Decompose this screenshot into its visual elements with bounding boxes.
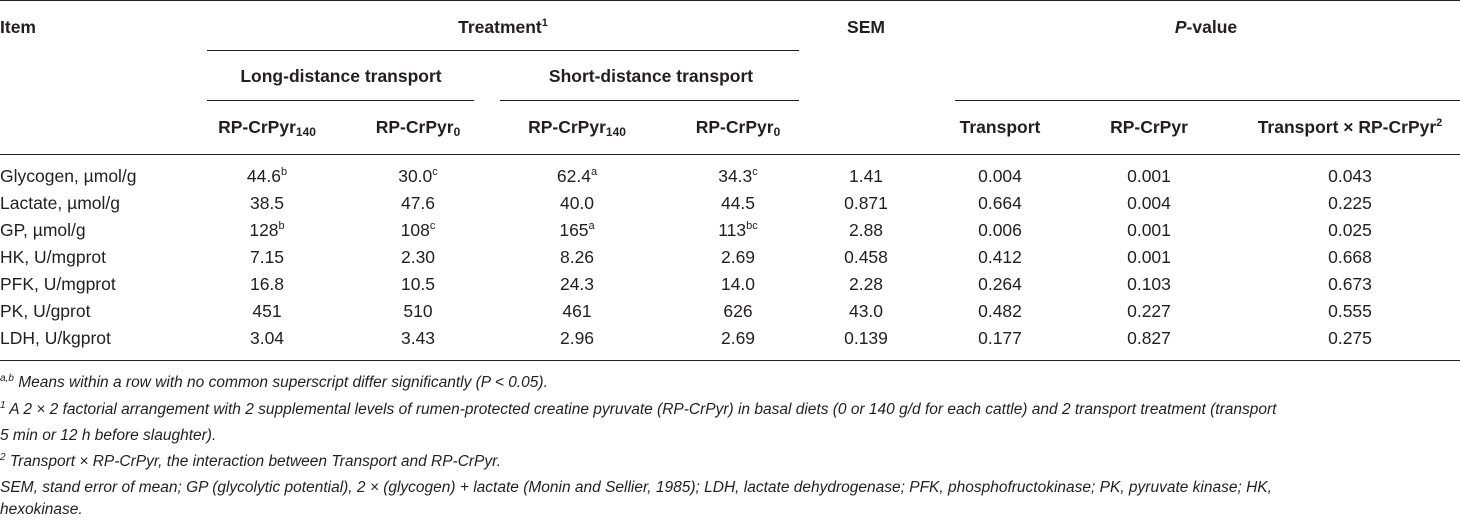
header-p-interaction: Transport × RP-CrPyr$^2$	[1257, 117, 1443, 137]
header-treatment: Treatment$^1$	[458, 17, 548, 37]
row-item-label: PK, U/gprot	[0, 301, 91, 321]
cell-ld140: 3.04	[249, 328, 285, 348]
row-item-label: LDH, U/kgprot	[0, 328, 111, 348]
bottom-rule	[0, 360, 1460, 361]
header-bottom-rule	[0, 154, 1460, 155]
cell-sd0: 34.3$^c$	[718, 166, 758, 186]
header-ld-rp0: RP-CrPyr$_0$	[375, 117, 461, 139]
abbreviations-line2: hexokinase.	[0, 501, 83, 518]
header-short-distance: Short-distance transport	[548, 66, 754, 86]
cell-p-transport: 0.177	[978, 328, 1022, 348]
cell-sd0: $113^{bc}$	[718, 220, 758, 240]
cell-ld0: 47.6	[400, 193, 436, 213]
cell-sem: 1.41	[848, 166, 884, 186]
cell-ld140: 7.15	[249, 247, 285, 267]
cell-p-inter: 0.668	[1328, 247, 1372, 267]
footnote-1-line1: $^1$ A 2 × 2 factorial arrangement with 2 supplemental levels of rumen-protected creatine pyruvate (RP-CrPyr) in basal diets (0 or 140 g/d for each cattle) and 2 transport treatment (transport	[0, 400, 1277, 418]
header-sem: SEM	[847, 17, 885, 37]
long-distance-underline	[207, 100, 474, 101]
cell-sd0: 2.69	[720, 247, 756, 267]
header-sd-rp0: RP-CrPyr$_0$	[695, 117, 781, 139]
footnote-1-line2: 5 min or 12 h before slaughter).	[0, 427, 217, 444]
header-pvalue: P-value	[1174, 17, 1238, 37]
top-rule	[0, 0, 1460, 1]
header-p-transport: Transport	[959, 117, 1041, 137]
cell-ld140: 451	[252, 301, 282, 321]
cell-ld0: 108$^c$	[400, 220, 436, 240]
cell-sem: 0.871	[844, 193, 888, 213]
cell-p-inter: 0.555	[1328, 301, 1372, 321]
cell-p-inter: 0.673	[1328, 274, 1372, 294]
cell-p-transport: 0.264	[978, 274, 1022, 294]
abbreviations-line1: SEM, stand error of mean; GP (glycolytic potential), 2 × (glycogen) + lactate (Monin and Sellier, 1985); LDH, lactate dehydrogenase; PFK, phosphofructokinase; PK, pyruvate kinase; HK,	[0, 479, 1272, 496]
cell-p-rp: 0.103	[1127, 274, 1171, 294]
cell-ld0: 3.43	[400, 328, 436, 348]
cell-p-transport: 0.006	[978, 220, 1022, 240]
header-long-distance: Long-distance transport	[240, 66, 442, 86]
cell-p-rp: 0.004	[1127, 193, 1171, 213]
cell-p-rp: 0.227	[1127, 301, 1171, 321]
treatment-underline	[207, 50, 799, 51]
header-item: Item	[0, 17, 36, 37]
short-distance-underline	[500, 100, 799, 101]
cell-sd140: 40.0	[559, 193, 595, 213]
cell-sem: 43.0	[848, 301, 884, 321]
footnote-2: $^2$ Transport × RP-CrPyr, the interaction between Transport and RP-CrPyr.	[0, 452, 502, 470]
cell-p-transport: 0.004	[978, 166, 1022, 186]
pvalue-underline	[955, 100, 1460, 101]
row-item-label: HK, U/mgprot	[0, 247, 106, 267]
cell-sd140: 165$^a$	[559, 220, 595, 240]
cell-sd0: 626	[723, 301, 753, 321]
cell-ld140: 38.5	[249, 193, 285, 213]
row-item-label: Lactate, µmol/g	[0, 193, 121, 213]
cell-sd140: 24.3	[559, 274, 595, 294]
cell-ld0: 10.5	[400, 274, 436, 294]
cell-sd140: 2.96	[559, 328, 595, 348]
footnote-ab: $^{a,b}$ Means within a row with no common superscript differ significantly (P < 0.05).	[0, 373, 548, 391]
header-sd-rp140: RP-CrPyr$_{140}$	[528, 117, 626, 139]
cell-p-rp: 0.001	[1127, 220, 1171, 240]
cell-p-inter: 0.225	[1328, 193, 1372, 213]
cell-p-inter: 0.043	[1328, 166, 1372, 186]
cell-p-rp: 0.827	[1127, 328, 1171, 348]
cell-sd140: 461	[562, 301, 592, 321]
cell-sd0: 2.69	[720, 328, 756, 348]
cell-p-inter: 0.025	[1328, 220, 1372, 240]
cell-ld140: 16.8	[249, 274, 285, 294]
cell-sd140: 62.4$^a$	[556, 166, 598, 186]
cell-sd0: 44.5	[720, 193, 756, 213]
cell-ld0: 2.30	[400, 247, 436, 267]
cell-p-rp: 0.001	[1127, 166, 1171, 186]
cell-ld140: 44.6$^b$	[246, 166, 288, 186]
cell-sd0: 14.0	[720, 274, 756, 294]
cell-ld0: 30.0$^c$	[398, 166, 438, 186]
header-p-rpcrpyr: RP-CrPyr	[1110, 117, 1188, 137]
cell-p-transport: 0.482	[978, 301, 1022, 321]
cell-sem: 0.139	[844, 328, 888, 348]
cell-sd140: 8.26	[559, 247, 595, 267]
cell-ld0: 510	[403, 301, 433, 321]
row-item-label: GP, µmol/g	[0, 220, 86, 240]
cell-p-rp: 0.001	[1127, 247, 1171, 267]
header-ld-rp140: RP-CrPyr$_{140}$	[218, 117, 316, 139]
cell-sem: 2.28	[848, 274, 884, 294]
row-item-label: Glycogen, µmol/g	[0, 166, 137, 186]
row-item-label: PFK, U/mgprot	[0, 274, 116, 294]
cell-ld140: 128$^b$	[249, 220, 285, 240]
cell-p-inter: 0.275	[1328, 328, 1372, 348]
cell-p-transport: 0.664	[978, 193, 1022, 213]
cell-sem: 2.88	[848, 220, 884, 240]
cell-sem: 0.458	[844, 247, 888, 267]
cell-p-transport: 0.412	[978, 247, 1022, 267]
